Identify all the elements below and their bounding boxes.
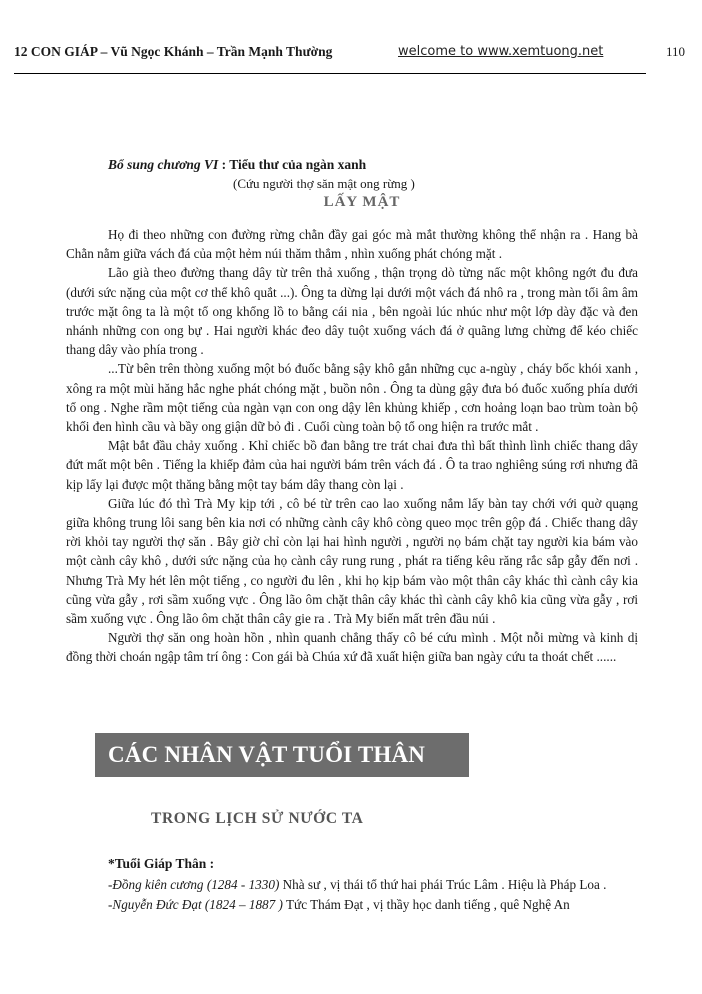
header-divider [14, 73, 646, 74]
person-entry [66, 895, 638, 915]
story-title: LẤY MẬT [323, 194, 401, 210]
story-paragraph: ...Từ bên trên thòng xuống một bó đuốc bằng sậy khô gắn những cục a-ngùy , cháy bốc khói xanh , xông ra một mùi hăng hắc nghe phát chóng mặt , buồn nôn . Ông ta dùng gậy đưa bó đuốc xuống phía dưới tổ ong . Nghe rầm một tiếng của ngàn vạn con ong dậy lên khủng khiếp , cơn hoảng loạn bao trùm toàn bộ khối đen hình cầu và bầy ong giận dữ bỏ đi . Cuối cùng toàn bộ tổ ong hiện ra trước mắt . [66, 361, 638, 435]
supplement-label: Bổ sung chương VI [108, 157, 219, 172]
story-paragraph: Mật bắt đầu chảy xuống . Khỉ chiếc bồ đan bằng tre trát chai đưa thì bất thình lình chiếc thang dây đứt mất một bên . Tiếng la khiếp đảm của hai người bám trên vách đá . Ô ta trao nghiêng súng rơi nhưng đã kịp lấy lại được một thăng bằng một tay bám dây thang còn lại . [66, 438, 638, 492]
story-paragraph: Người thợ săn ong hoàn hồn , nhìn quanh chẳng thấy cô bé cứu mình . Một nỗi mừng và kinh dị đồng thời choán ngập tâm trí ông : Con gái bà Chúa xứ đã xuất hiện giữa ban ngày cứu ta thoát chết ...... [66, 630, 638, 665]
website-link[interactable]: welcome to www.xemtuong.net [398, 44, 604, 59]
person-entries [66, 875, 638, 914]
running-header-title: 12 CON GIÁP – Vũ Ngọc Khánh – Trần Mạnh Thường [14, 44, 333, 59]
person-description: Nhà sư , vị thái tổ thứ hai phái Trúc Lâm . Hiệu là Pháp Loa . [279, 877, 607, 892]
section-subheading: TRONG LỊCH SỬ NƯỚC TA [151, 810, 364, 827]
supplement-chapter-title: : Tiểu thư của ngàn xanh [218, 157, 367, 172]
person-description: Tức Thám Đạt , vị thầy học danh tiếng , quê Nghệ An [282, 896, 570, 912]
story-paragraph: Lão già theo đường thang dây từ trên thả xuống , thận trọng dò từng nấc một không ngớt đu đưa (dưới sức nặng của một cơ thể khô quắt ...). Ông ta dừng lại dưới một vách đá nhô ra , trong màn tối âm âm trước mặt ông ta là một tổ ong khổng lồ to bằng cái nia , bên ngoài lúc nhúc như một lớp dày đặc và đen nhánh những con ong bự . Hai người khác đeo dây tuột xuống vách đá ở quãng lưng chừng để kéo chiếc thang dây vào phía trong . [66, 265, 638, 358]
person-name: -Đồng kiên cương (1284 - 1330) [108, 877, 280, 892]
section-banner [95, 733, 469, 777]
person-name: -Nguyễn Đức Đạt (1824 – 1887 ) [108, 896, 283, 912]
story-subtitle: (Cứu người thợ săn mật ong rừng ) [233, 176, 415, 191]
story-body [66, 225, 638, 667]
story-paragraph: Họ đi theo những con đường rừng chằn đầy gai góc mà mắt thường không thể nhận ra . Hang bà Chằn nằm giữa vách đá của một hẻm núi thăm thẳm , nhìn xuống phát chóng mặt . [66, 227, 638, 262]
story-paragraph: Giữa lúc đó thì Trà My kịp tới , cô bé từ trên cao lao xuống nắm lấy bàn tay chới với quờ quạng giữa không trung lôi sang bên kia nơi có những cành cây khô còng queo mọc trên gộp đá . Chiếc thang dây rời khỏi tay người thợ săn . Bây giờ chỉ còn lại hai hình người , người nọ bám chặt tay người kia bám vào một cành cây khô , dưới sức nặng của họ cành cây rung rung , phát ra tiếng kêu răng rắc sắp gẫy đến nơi . Nhưng Trà My hét lên một tiếng , co người đu lên , khi họ kịp bám vào một thân cây khác thì cành cây kia cũng vừa gẫy , rơi sầm xuống vực . Ông lão ôm chặt thân cây khác thì cành cây khô kia cũng vừa gẫy , rơi sầm xuống vực . Ông lão ôm chặt thân cây gie ra . Trà My biến mất trên đầu núi . [66, 495, 638, 627]
section-banner-title: CÁC NHÂN VẬT TUỔI THÂN [108, 742, 426, 767]
page-number: 110 [666, 44, 686, 59]
person-entry [66, 875, 638, 895]
supplement-heading [108, 157, 366, 173]
year-heading: *Tuổi Giáp Thân : [108, 856, 215, 871]
